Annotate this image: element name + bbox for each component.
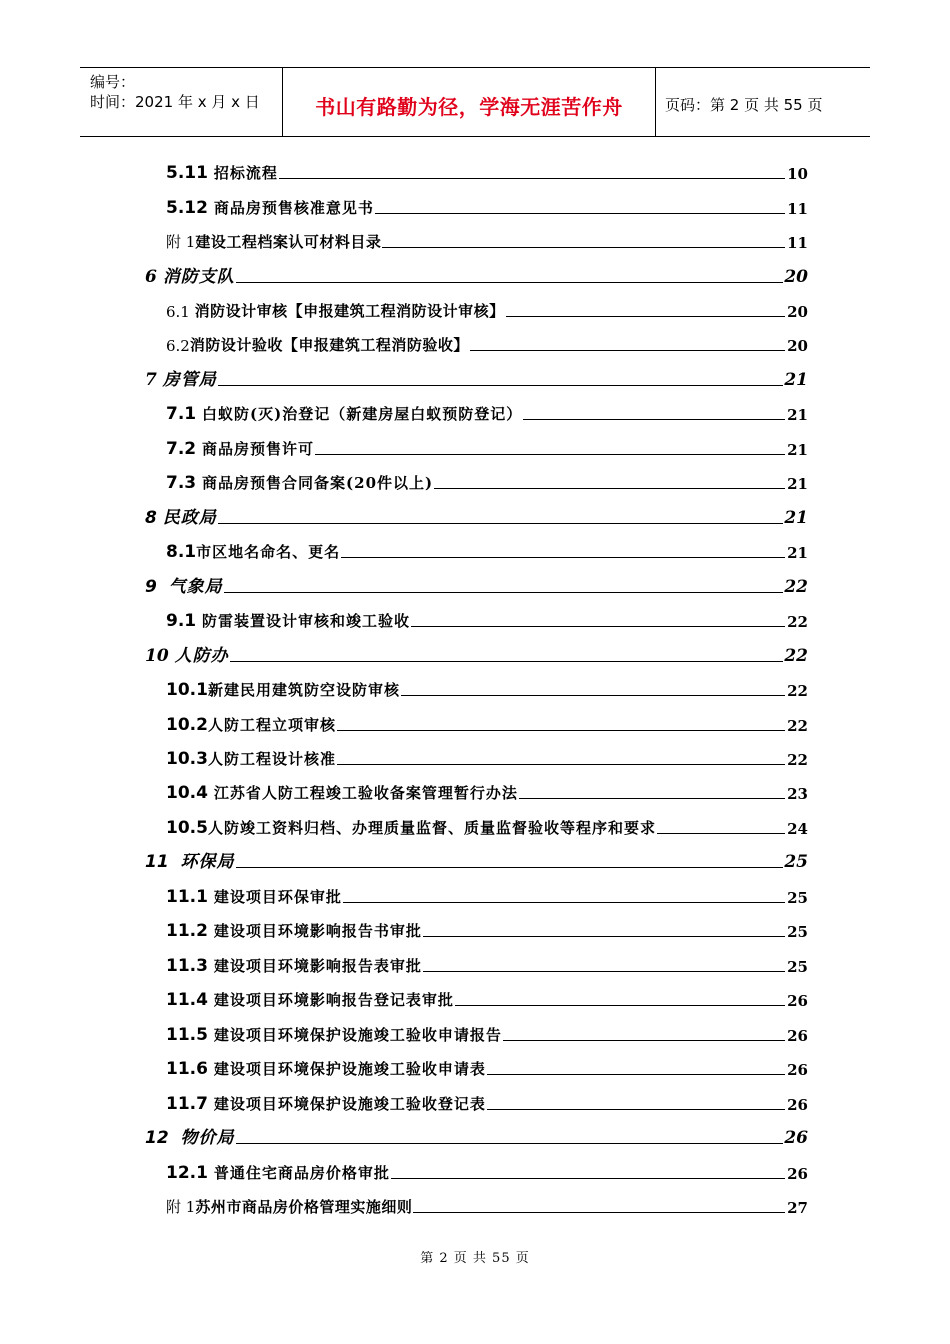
toc-entry-page: 20: [784, 267, 808, 287]
toc-entry-number: 6.2: [166, 337, 190, 355]
toc-entry-title: 房管局: [162, 370, 217, 390]
toc-entry[interactable]: [145, 504, 808, 528]
toc-entry[interactable]: [145, 573, 808, 597]
toc-entry[interactable]: [166, 435, 808, 459]
toc-entry-title: 建设项目环境影响报告表审批: [213, 957, 422, 975]
toc-entry-number: 7.2: [166, 439, 203, 459]
toc-entry-number: 8.1: [166, 542, 197, 562]
toc-entry-page: 20: [787, 337, 808, 355]
toc-entry-page: 22: [787, 682, 808, 700]
toc-leader-line: [375, 212, 785, 214]
toc-leader-line: [455, 1004, 785, 1006]
toc-entry-number: 12: [145, 1128, 181, 1148]
toc-entry-page: 21: [787, 544, 808, 562]
toc-entry-number: 10.4: [166, 783, 214, 803]
header-time: 时间：2021 年 x 月 x 日: [90, 93, 260, 111]
toc-entry-number: 7.3: [166, 473, 203, 493]
toc-entry-number: 11.5: [166, 1025, 214, 1045]
toc-entry-page: 25: [784, 852, 808, 872]
toc-entry[interactable]: [166, 745, 808, 769]
toc-entry-title: 人防竣工资料归档、办理质量监督、质量监督验收等程序和要求: [207, 819, 656, 837]
toc-leader-line: [315, 453, 785, 455]
toc-leader-line: [236, 866, 784, 868]
toc-entry-page: 26: [787, 1096, 808, 1114]
toc-entry-title: 人防工程设计核准: [207, 750, 336, 768]
toc-leader-line: [519, 797, 785, 799]
toc-entry[interactable]: [166, 883, 808, 907]
toc-entry-number: 11.2: [166, 921, 214, 941]
toc-leader-line: [337, 763, 785, 765]
toc-entry-page: 22: [787, 613, 808, 631]
header-code: 编号：: [90, 73, 136, 91]
toc-entry-page: 21: [784, 508, 808, 528]
toc-entry[interactable]: [166, 400, 808, 424]
toc-entry[interactable]: [145, 848, 808, 872]
toc-entry-number: 8: [145, 508, 163, 528]
toc-entry-page: 25: [787, 923, 808, 941]
toc-entry-title: 商品房预售许可: [202, 440, 315, 458]
toc-entry-title: 气象局: [168, 577, 223, 597]
toc-leader-line: [657, 832, 785, 834]
toc-entry-title: 建设项目环保审批: [213, 888, 342, 906]
toc-entry-page: 22: [784, 577, 808, 597]
toc-entry-number: 11.4: [166, 990, 214, 1010]
toc-entry-number: 11.1: [166, 887, 214, 907]
toc-leader-line: [236, 281, 783, 283]
toc-entry-title: 消防支队: [162, 267, 235, 287]
toc-leader-line: [523, 418, 785, 420]
toc-entry[interactable]: [166, 1090, 808, 1114]
toc-entry-number: 10.3: [166, 749, 208, 769]
toc-entry[interactable]: [166, 917, 808, 941]
page-footer: 第 2 页 共 55 页: [420, 1251, 530, 1266]
toc-entry-title: 消防设计验收【申报建筑工程消防验收】: [189, 336, 469, 354]
header-motto: 书山有路勤为径，学海无涯苦作舟: [315, 95, 623, 119]
toc-entry-page: 26: [787, 1165, 808, 1183]
toc-entry[interactable]: [166, 297, 808, 321]
toc-leader-line: [470, 349, 785, 351]
toc-entry[interactable]: [166, 814, 808, 838]
toc-entry-number: 11.7: [166, 1094, 214, 1114]
toc-entry[interactable]: [166, 228, 808, 252]
toc-entry-number: 7: [145, 370, 163, 390]
toc-entry[interactable]: [145, 263, 808, 287]
toc-entry-title: 建设项目环境影响报告书审批: [213, 922, 422, 940]
toc-entry-page: 20: [787, 303, 808, 321]
toc-entry-number: 10.5: [166, 818, 208, 838]
toc-entry-number: 6: [145, 267, 163, 287]
toc-entry-page: 21: [787, 475, 808, 493]
toc-entry-page: 23: [787, 785, 808, 803]
toc-leader-line: [224, 591, 783, 593]
toc-entry[interactable]: [166, 538, 808, 562]
toc-entry-title: 苏州市商品房价格管理实施细则: [195, 1198, 413, 1216]
toc-leader-line: [413, 1211, 785, 1213]
toc-entry-number: 9.1: [166, 611, 203, 631]
toc-leader-line: [503, 1039, 785, 1041]
toc-entry-page: 21: [787, 441, 808, 459]
toc-entry[interactable]: [166, 1055, 808, 1079]
toc-entry-title: 商品房预售核准意见书: [213, 199, 374, 217]
toc-entry-page: 26: [787, 992, 808, 1010]
toc-entry-number: 11.6: [166, 1059, 214, 1079]
toc-entry[interactable]: [166, 711, 808, 735]
toc-entry-title: 人防办: [174, 646, 229, 666]
toc-entry-title: 白蚁防(灭)治登记（新建房屋白蚁预防登记）: [202, 405, 523, 423]
toc-entry-page: 24: [787, 820, 808, 838]
toc-entry-page: 21: [784, 370, 808, 390]
toc-leader-line: [391, 1177, 785, 1179]
toc-entry-number: 10: [145, 646, 175, 666]
toc-entry-page: 22: [787, 717, 808, 735]
toc-entry-page: 26: [784, 1128, 808, 1148]
toc-leader-line: [423, 970, 785, 972]
toc-entry-title: 建设项目环境保护设施竣工验收申请报告: [213, 1026, 502, 1044]
toc-entry[interactable]: [166, 1021, 808, 1045]
toc-leader-line: [343, 901, 785, 903]
toc-entry[interactable]: [166, 1193, 808, 1217]
toc-entry-number: 5.11: [166, 163, 214, 183]
toc-entry-title: 民政局: [162, 508, 217, 528]
toc-leader-line: [423, 935, 785, 937]
toc-entry-title: 人防工程立项审核: [207, 716, 336, 734]
toc-leader-line: [487, 1073, 785, 1075]
toc-entry[interactable]: [166, 159, 808, 183]
toc-entry-title: 江苏省人防工程竣工验收备案管理暂行办法: [213, 784, 518, 802]
toc-entry-page: 27: [787, 1199, 808, 1217]
toc-leader-line: [401, 694, 785, 696]
toc-leader-line: [236, 1142, 784, 1144]
toc-entry-page: 10: [787, 165, 808, 183]
toc-entry[interactable]: [166, 194, 808, 218]
toc-entry-title: 建设项目环境保护设施竣工验收登记表: [213, 1095, 486, 1113]
toc-entry[interactable]: [166, 1159, 808, 1183]
toc-entry[interactable]: [166, 469, 808, 493]
toc-entry-page: 25: [787, 889, 808, 907]
toc-entry-number: 10.1: [166, 680, 208, 700]
toc-entry-page: 22: [784, 646, 808, 666]
toc-entry-title: 新建民用建筑防空设防审核: [207, 681, 400, 699]
header-page-number: 页码：第 2 页 共 55 页: [665, 96, 823, 114]
toc-entry-title: 普通住宅商品房价格审批: [213, 1164, 390, 1182]
toc-leader-line: [382, 246, 785, 248]
toc-entry-title: 建设项目环境影响报告登记表审批: [213, 991, 454, 1009]
toc-entry-title: 建设项目环境保护设施竣工验收申请表: [213, 1060, 486, 1078]
toc-entry-title: 商品房预售合同备案(20件以上): [202, 474, 434, 492]
toc-entry-number: 9: [145, 577, 169, 597]
toc-leader-line: [230, 660, 783, 662]
toc-entry-title: 市区地名命名、更名: [196, 543, 341, 561]
toc-entry[interactable]: [166, 676, 808, 700]
toc-entry-number: 附 1: [166, 233, 196, 251]
toc-entry[interactable]: [166, 607, 808, 631]
toc-entry-number: 11.3: [166, 956, 214, 976]
toc-entry-page: 26: [787, 1061, 808, 1079]
toc-entry-title: 建设工程档案认可材料目录: [195, 233, 382, 251]
toc-leader-line: [337, 729, 785, 731]
toc-leader-line: [218, 522, 783, 524]
toc-entry-title: 消防设计审核【申报建筑工程消防设计审核】: [194, 302, 505, 320]
toc-entry[interactable]: [166, 986, 808, 1010]
toc-entry[interactable]: [145, 1124, 808, 1148]
toc-leader-line: [487, 1108, 785, 1110]
toc-entry-page: 26: [787, 1027, 808, 1045]
toc-entry-number: 12.1: [166, 1163, 214, 1183]
toc-entry-title: 招标流程: [213, 164, 278, 182]
toc-leader-line: [279, 177, 785, 179]
toc-entry-page: 21: [787, 406, 808, 424]
toc-leader-line: [506, 315, 785, 317]
toc-entry[interactable]: [166, 779, 808, 803]
toc-leader-line: [434, 487, 785, 489]
toc-entry[interactable]: [166, 952, 808, 976]
toc-entry-title: 物价局: [180, 1128, 235, 1148]
toc-entry-page: 11: [787, 234, 808, 252]
toc-entry-page: 25: [787, 958, 808, 976]
toc-entry[interactable]: [145, 642, 808, 666]
toc-entry-title: 防雷装置设计审核和竣工验收: [202, 612, 411, 630]
toc-entry-number: 5.12: [166, 198, 214, 218]
toc-entry[interactable]: [145, 366, 808, 390]
toc-entry-page: 22: [787, 751, 808, 769]
toc-leader-line: [218, 384, 783, 386]
toc-leader-line: [411, 625, 785, 627]
toc-entry[interactable]: [166, 331, 808, 355]
toc-entry-title: 环保局: [180, 852, 235, 872]
toc-entry-number: 附 1: [166, 1198, 196, 1216]
toc-entry-page: 11: [787, 200, 808, 218]
toc-entry-number: 6.1: [166, 303, 195, 321]
toc-entry-number: 11: [145, 852, 181, 872]
toc-entry-number: 7.1: [166, 404, 203, 424]
toc-entry-number: 10.2: [166, 715, 208, 735]
toc-leader-line: [341, 556, 785, 558]
